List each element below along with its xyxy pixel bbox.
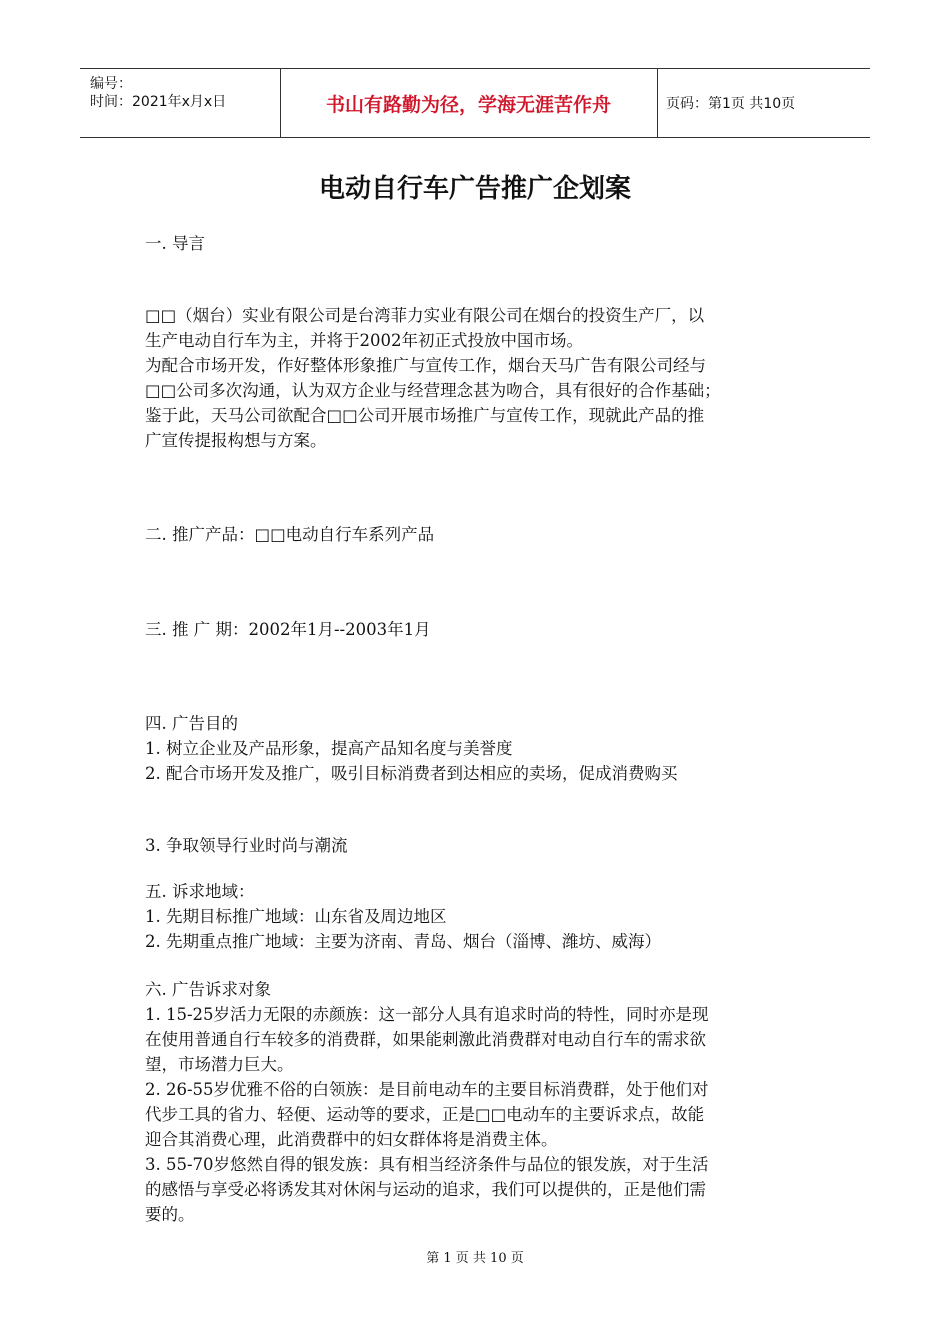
date-label: 时间：2021年x月x日 (90, 94, 227, 110)
header-motto: 书山有路勤为径，学海无涯苦作舟 (280, 69, 658, 137)
paragraph-line: 广宣传提报构想与方案。 (145, 431, 327, 450)
document-title: 电动自行车广告推广企划案 (318, 174, 631, 204)
section-heading-purpose: 四. 广告目的 (145, 714, 238, 733)
list-item: 2. 配合市场开发及推广，吸引目标消费者到达相应的卖场，促成消费购买 (145, 764, 678, 783)
section-heading-target: 六. 广告诉求对象 (145, 980, 271, 999)
list-item-line: 望，市场潜力巨大。 (145, 1055, 294, 1074)
page-info: 页码：第1页 共10页 (666, 96, 796, 112)
section-heading-period: 三. 推 广 期：2002年1月--2003年1月 (145, 620, 431, 639)
section-heading-product: 二. 推广产品：□□电动自行车系列产品 (145, 525, 435, 544)
serial-label: 编号： (90, 76, 132, 92)
list-item: 2. 先期重点推广地域：主要为济南、青岛、烟台（淄博、潍坊、威海） (145, 932, 661, 951)
paragraph-line: □□（烟台）实业有限公司是台湾菲力实业有限公司在烟台的投资生产厂，以 (145, 306, 705, 325)
page-footer: 第 1 页 共 10 页 (426, 1251, 524, 1266)
section-heading-intro: 一. 导言 (145, 234, 205, 253)
list-item-line: 代步工具的省力、轻便、运动等的要求，正是□□电动车的主要诉求点，故能 (145, 1105, 705, 1124)
list-item-line: 3. 55-70岁悠然自得的银发族：具有相当经济条件与品位的银发族，对于生活 (145, 1155, 709, 1174)
list-item: 1. 树立企业及产品形象，提高产品知名度与美誉度 (145, 739, 513, 758)
header-meta-cell (80, 69, 281, 137)
list-item: 3. 争取领导行业时尚与潮流 (145, 836, 348, 855)
list-item-line: 在使用普通自行车较多的消费群，如果能刺激此消费群对电动自行车的需求欲 (145, 1030, 706, 1049)
document-header (80, 68, 870, 138)
paragraph-line: □□公司多次沟通，认为双方企业与经营理念甚为吻合，具有很好的合作基础； (145, 381, 721, 400)
list-item-line: 迎合其消费心理，此消费群中的妇女群体将是消费主体。 (145, 1130, 558, 1149)
list-item-line: 1. 15-25岁活力无限的赤颜族：这一部分人具有追求时尚的特性，同时亦是现 (145, 1005, 709, 1024)
paragraph-line: 为配合市场开发，作好整体形象推广与宣传工作，烟台天马广告有限公司经与 (145, 356, 706, 375)
header-page-info-cell (658, 69, 870, 137)
paragraph-line: 鉴于此，天马公司欲配合□□公司开展市场推广与宣传工作，现就此产品的推 (145, 406, 705, 425)
list-item: 1. 先期目标推广地域：山东省及周边地区 (145, 907, 447, 926)
paragraph-line: 生产电动自行车为主，并将于2002年初正式投放中国市场。 (145, 331, 583, 350)
list-item-line: 2. 26-55岁优雅不俗的白领族：是目前电动车的主要目标消费群，处于他们对 (145, 1080, 709, 1099)
section-heading-region: 五. 诉求地域： (145, 882, 255, 901)
list-item-line: 的感悟与享受必将诱发其对休闲与运动的追求，我们可以提供的，正是他们需 (145, 1180, 706, 1199)
list-item-line: 要的。 (145, 1205, 195, 1224)
